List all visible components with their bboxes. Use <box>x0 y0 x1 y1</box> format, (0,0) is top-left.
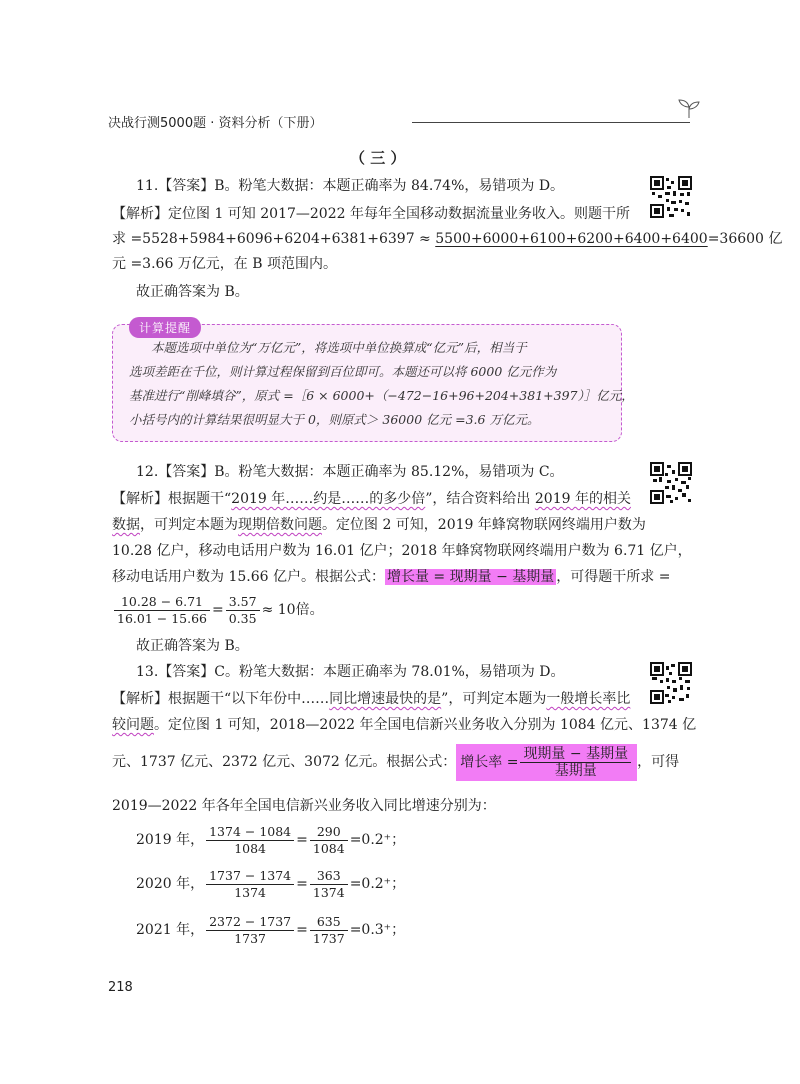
q13-text: 元、1737 亿元、2372 亿元、3072 亿元。根据公式： <box>112 754 457 770</box>
tip-line-2: 选项差距在千位，则计算过程保留到百位即可。本题还可以将 6000 亿元作为 <box>129 364 557 379</box>
fraction <box>114 594 210 627</box>
fraction-numerator: 3.57 <box>226 594 260 611</box>
fraction-denominator: 0.35 <box>228 610 257 626</box>
running-header <box>108 106 698 136</box>
fraction <box>206 914 294 947</box>
fraction <box>226 594 260 627</box>
q13-text: 【解析】根据题干“以下年份中…… <box>112 691 330 707</box>
q11-expr: 求 =5528+5984+6096+6204+6381+6397 ≈ <box>112 231 436 247</box>
q13-text: ，可得 <box>637 754 680 770</box>
q13-row-2020: 2020 年， $\frac{1737 - 1374}{1374}$ = $\frac{363}{1374}$ =0.2⁺； <box>136 867 406 900</box>
q12-keyword: 2019 年的相关 <box>534 491 631 507</box>
fraction-denominator: 1084 <box>234 840 267 856</box>
q13-analysis-3 <box>112 742 679 782</box>
fraction-numerator: 1737 − 1374 <box>206 868 294 885</box>
q12-keyword: 2019 年……约是……的多少倍 <box>231 491 426 507</box>
row-result: =0.2⁺； <box>349 876 406 892</box>
q13-text: ”，可判定本题为 <box>441 691 547 707</box>
page-number: 218 <box>108 980 133 995</box>
q12-calculation <box>112 592 324 628</box>
q11-approx: 5500+6000+6100+6200+6400+6400 <box>435 231 708 247</box>
row-result: =0.3⁺； <box>349 922 406 938</box>
q12-analysis-2 <box>112 515 646 535</box>
fraction <box>310 868 348 901</box>
fraction-denominator: 基期量 <box>554 762 597 779</box>
q13-question-type: 较问题 <box>112 717 154 733</box>
fraction-denominator: 1084 <box>312 840 345 856</box>
q13-question-type: 一般增长率比 <box>546 691 631 707</box>
row-result: =0.2⁺； <box>349 832 406 848</box>
q12-text: 【解析】根据题干“ <box>112 491 232 507</box>
q12-analysis-4 <box>112 567 670 587</box>
q11-analysis-1: 【解析】定位图 1 可知 2017—2022 年每年全国移动数据流量业务收入。则题干所 <box>112 206 630 222</box>
calculation-tip-tag: 计算提醒 <box>129 317 201 338</box>
q12-text: ，可得题干所求 = <box>556 569 671 585</box>
fraction-denominator: 1374 <box>312 884 345 900</box>
section-title: （ 三 ） <box>350 149 406 167</box>
row-year: 2019 年， <box>136 832 205 848</box>
q11-analysis-3: 元 =3.66 万亿元，在 B 项范围内。 <box>112 256 337 272</box>
row-year: 2021 年， <box>136 922 205 938</box>
q12-result: ≈ 10倍。 <box>261 602 324 618</box>
q11-analysis-2 <box>112 229 782 249</box>
calculation-tip-box <box>112 321 634 442</box>
fraction <box>520 746 631 779</box>
fraction-numerator: 现期量 − 基期量 <box>520 746 631 763</box>
q11-sum: =36600 亿 <box>707 231 783 247</box>
q12-text: ，可判定本题为 <box>140 517 238 533</box>
fraction-numerator: 2372 − 1737 <box>206 914 294 931</box>
fraction-numerator: 635 <box>310 914 348 931</box>
q12-conclusion: 故正确答案为 B。 <box>136 638 249 654</box>
fraction-denominator: 1737 <box>312 930 345 946</box>
q12-answer: 12.【答案】B。粉笔大数据：本题正确率为 85.12%，易错项为 C。 <box>136 464 564 480</box>
tip-line-4: 小括号内的计算结果很明显大于 0，则原式＞ 36000 亿元 =3.6 万亿元。 <box>129 412 540 427</box>
q13-analysis-2 <box>112 715 696 735</box>
q13-keyword: 同比增速最快的是 <box>329 691 442 707</box>
q13-answer: 13.【答案】C。粉笔大数据：本题正确率为 78.01%，易错项为 D。 <box>136 664 565 680</box>
sprout-icon <box>676 98 702 120</box>
q12-text: 移动电话用户数为 15.66 亿户。根据公式： <box>112 569 385 585</box>
q13-analysis-4: 2019—2022 年各年全国电信新兴业务收入同比增速分别为： <box>112 798 496 814</box>
qr-code-icon[interactable] <box>650 176 692 218</box>
tip-line-1: 本题选项中单位为“万亿元”，将选项中单位换算成“亿元”后，相当于 <box>151 340 527 355</box>
fraction-numerator: 10.28 − 6.71 <box>114 594 210 611</box>
fraction <box>310 824 348 857</box>
q11-answer: 11.【答案】B。粉笔大数据：本题正确率为 84.74%，易错项为 D。 <box>136 178 565 194</box>
row-year: 2020 年， <box>136 876 205 892</box>
q13-row-2019: 2019 年， $\frac{1374 - 1084}{1084}$ = $\frac{290}{1084}$ =0.2⁺； <box>136 823 406 856</box>
tip-line-3: 基准进行“削峰填谷”，原式 =［6 × 6000+（−472−16+96+204+381+397）］亿元， <box>129 388 634 403</box>
fraction-numerator: 1374 − 1084 <box>206 824 294 841</box>
fraction-denominator: 16.01 − 15.66 <box>117 610 207 626</box>
q13-text: 。定位图 1 可知，2018—2022 年全国电信新兴业务收入分别为 1084 亿元、1374 亿 <box>154 717 697 733</box>
q11-conclusion: 故正确答案为 B。 <box>136 284 249 300</box>
q12-keyword: 数据 <box>112 517 140 533</box>
header-rule <box>412 122 690 123</box>
book-title: 决战行测5000题 · 资料分析（下册） <box>108 116 323 131</box>
q13-formula-highlight <box>456 744 637 781</box>
fraction-denominator: 1374 <box>234 884 267 900</box>
fraction-denominator: 1737 <box>234 930 267 946</box>
q12-text: 。定位图 2 可知，2019 年蜂窝物联网终端用户数为 <box>322 517 646 533</box>
q12-text: ”，结合资料给出 <box>425 491 535 507</box>
equals-sign: = <box>212 602 224 618</box>
q13-row-2021: 2021 年， $\frac{2372 - 1737}{1737}$ = $\frac{635}{1737}$ =0.3⁺； <box>136 913 406 946</box>
fraction-numerator: 290 <box>310 824 348 841</box>
fraction <box>206 824 294 857</box>
fraction <box>310 914 348 947</box>
q12-formula-highlight: 增长量 = 现期量 − 基期量 <box>386 569 555 585</box>
q13-analysis-1 <box>112 689 630 709</box>
fraction-numerator: 363 <box>310 868 348 885</box>
q12-analysis-3: 10.28 亿户，移动电话用户数为 16.01 亿户；2018 年蜂窝物联网终端用户数为 6.71 亿户， <box>112 543 692 559</box>
formula-lhs: 增长率 = <box>460 754 519 770</box>
qr-code-icon[interactable] <box>650 662 692 704</box>
fraction <box>206 868 294 901</box>
q12-analysis-1 <box>112 489 631 509</box>
q12-question-type: 现期倍数问题 <box>238 517 322 533</box>
qr-code-icon[interactable] <box>650 462 692 504</box>
